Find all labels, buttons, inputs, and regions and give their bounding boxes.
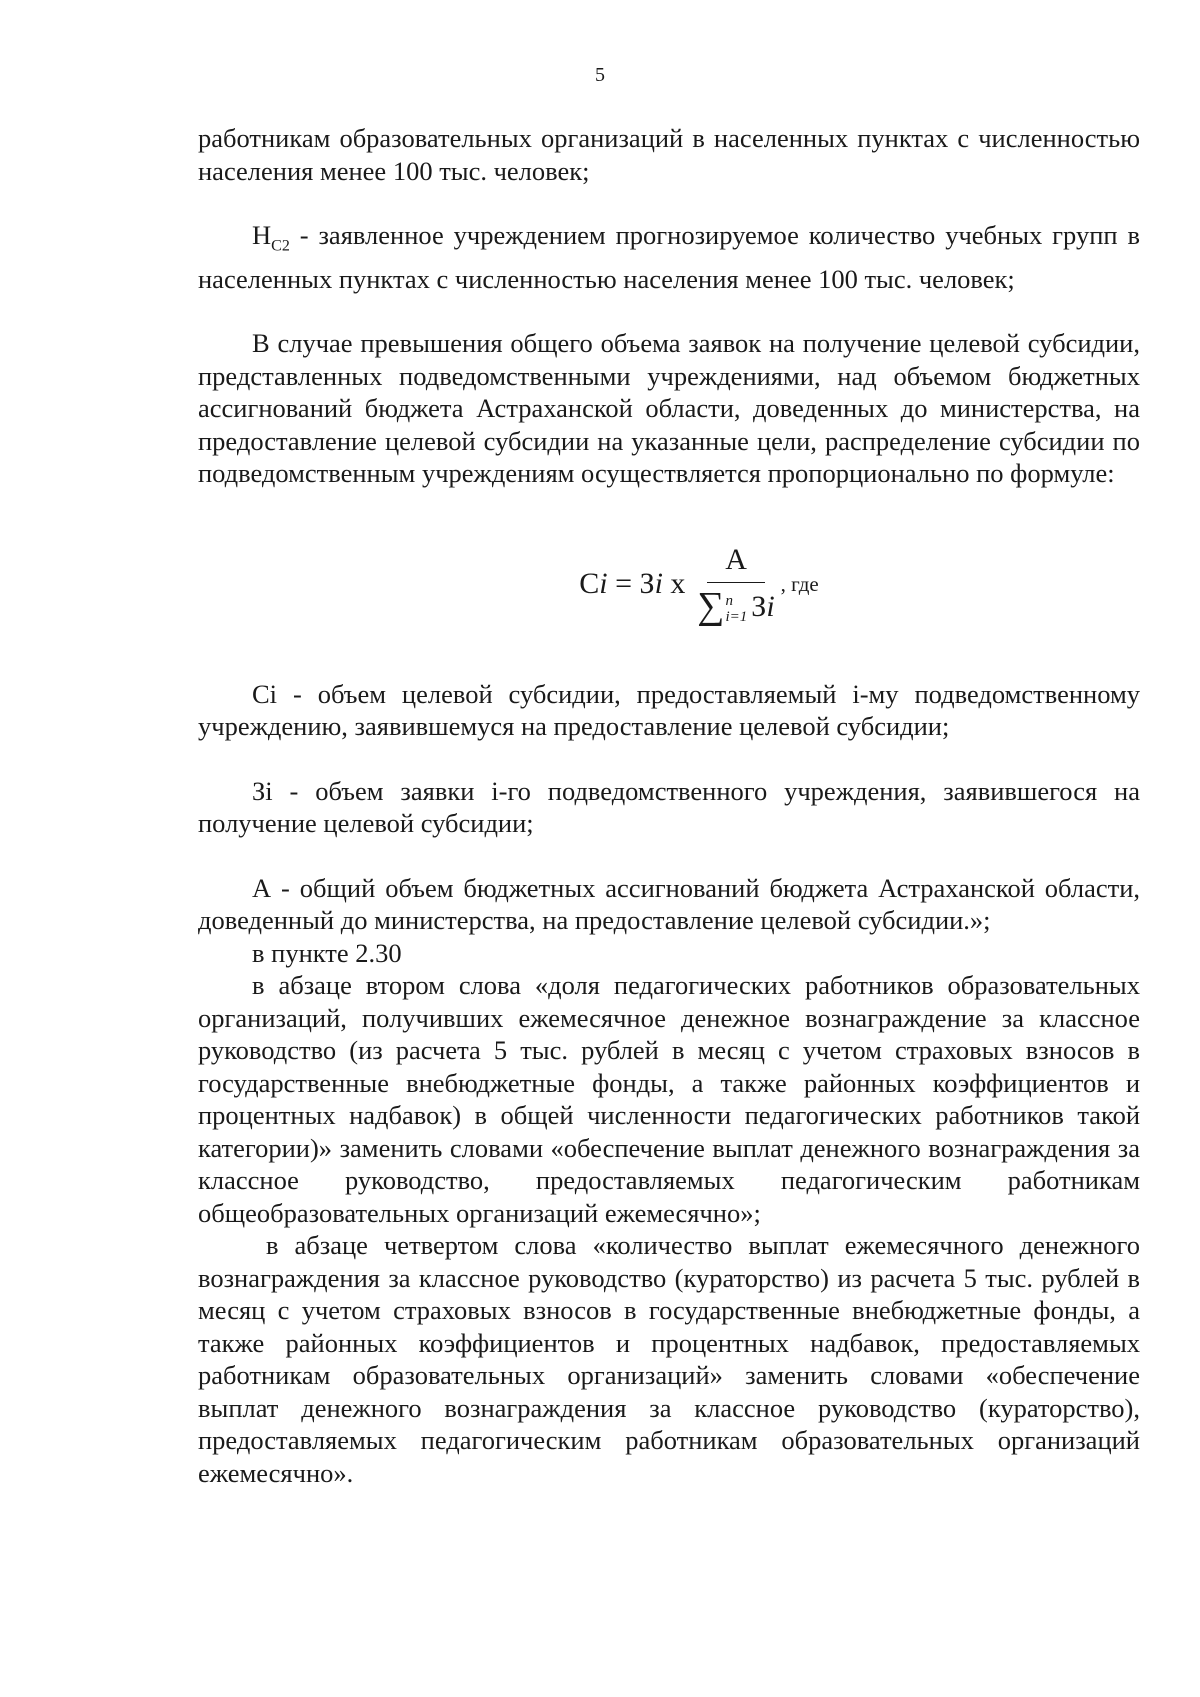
sigma-limits xyxy=(726,593,748,625)
formula-c: С xyxy=(579,566,600,600)
formula-equals-z: = З xyxy=(607,566,655,600)
nc2-subscript: С2 xyxy=(271,237,290,255)
nc2-definition-paragraph xyxy=(198,219,1140,295)
formula-c-index: i xyxy=(599,566,608,600)
nc2-symbol: Н xyxy=(252,220,272,250)
fourth-paragraph-amendment: в абзаце четвертом слова «количество выплат ежемесячного денежного вознаграждения за классное руководство (кураторство) из расчета 5 тыс. рублей в месяц с учетом страховых взносов в государственные внебюджетные фонды, а также районных коэффициентов и процентных надбавок, предоставляемых работникам образовательных организаций» заменить словами «обеспечение выплат денежного вознаграждения за классное руководство (кураторство), предоставляемых педагогическим работникам образовательных организаций ежемесячно». xyxy=(198,1230,1140,1488)
ci-definition-paragraph: Сi - объем целевой субсидии, предоставляемый i-му подведомственному учреждению, заявившемуся на предоставление целевой субсидии; xyxy=(198,678,1140,742)
formula-fraction xyxy=(697,542,775,628)
formula-times: х xyxy=(662,566,686,600)
formula-denominator-index: i xyxy=(766,590,775,624)
excess-paragraph: В случае превышения общего объема заявок на получение целевой субсидии, представленных подведомственными учреждениями, над объемом бюджетных ассигнований бюджета Астраханской области, доведенных до министерства, на предоставление целевой субсидии на указанные цели, распределение субсидии по подведомственным учреждениям осуществляется пропорционально по формуле: xyxy=(198,328,1140,489)
formula-tail: , где xyxy=(780,571,819,596)
a-definition-paragraph: А - общий объем бюджетных ассигнований бюджета Астраханской области, доведенный до министерства, на предоставление целевой субсидии.»; xyxy=(198,872,1140,936)
formula-numerator: A xyxy=(707,542,765,583)
distribution-formula xyxy=(198,528,1140,640)
document-body xyxy=(198,122,1140,1489)
formula-denominator xyxy=(697,583,775,628)
continuation-paragraph: работникам образовательных организаций в населенных пунктах с численностью населения менее 100 тыс. человек; xyxy=(198,123,1140,186)
sigma-upper-limit: n xyxy=(725,593,733,610)
formula-z-index: i xyxy=(654,566,663,600)
nc2-definition-text: - заявленное учреждением прогнозируемое количество учебных групп в населенных пунктах с численностью населения менее 100 тыс. человек; xyxy=(198,220,1140,294)
point-230-line: в пункте 2.30 xyxy=(252,937,402,968)
sigma-lower-limit: i=1 xyxy=(725,609,748,626)
formula-lhs xyxy=(579,568,685,601)
page-number: 5 xyxy=(595,64,605,86)
formula-denominator-z: З xyxy=(751,590,767,624)
zi-definition-paragraph: Зi - объем заявки i-го подведомственного учреждения, заявившегося на получение целевой субсидии; xyxy=(198,775,1140,839)
second-paragraph-amendment: в абзаце втором слова «доля педагогических работников образовательных организаций, получивших ежемесячное денежное вознаграждение за классное руководство (из расчета 5 тыс. рублей в месяц с учетом страховых взносов в государственные внебюджетные фонды, а также районных коэффициентов и процентных надбавок) в общей численности педагогических работников такой категории)» заменить словами «обеспечение выплат денежного вознаграждения за классное руководство, предоставляемых педагогическим работникам общеобразовательных организаций ежемесячно»; xyxy=(198,970,1140,1228)
sigma-symbol: ∑ xyxy=(697,585,725,628)
